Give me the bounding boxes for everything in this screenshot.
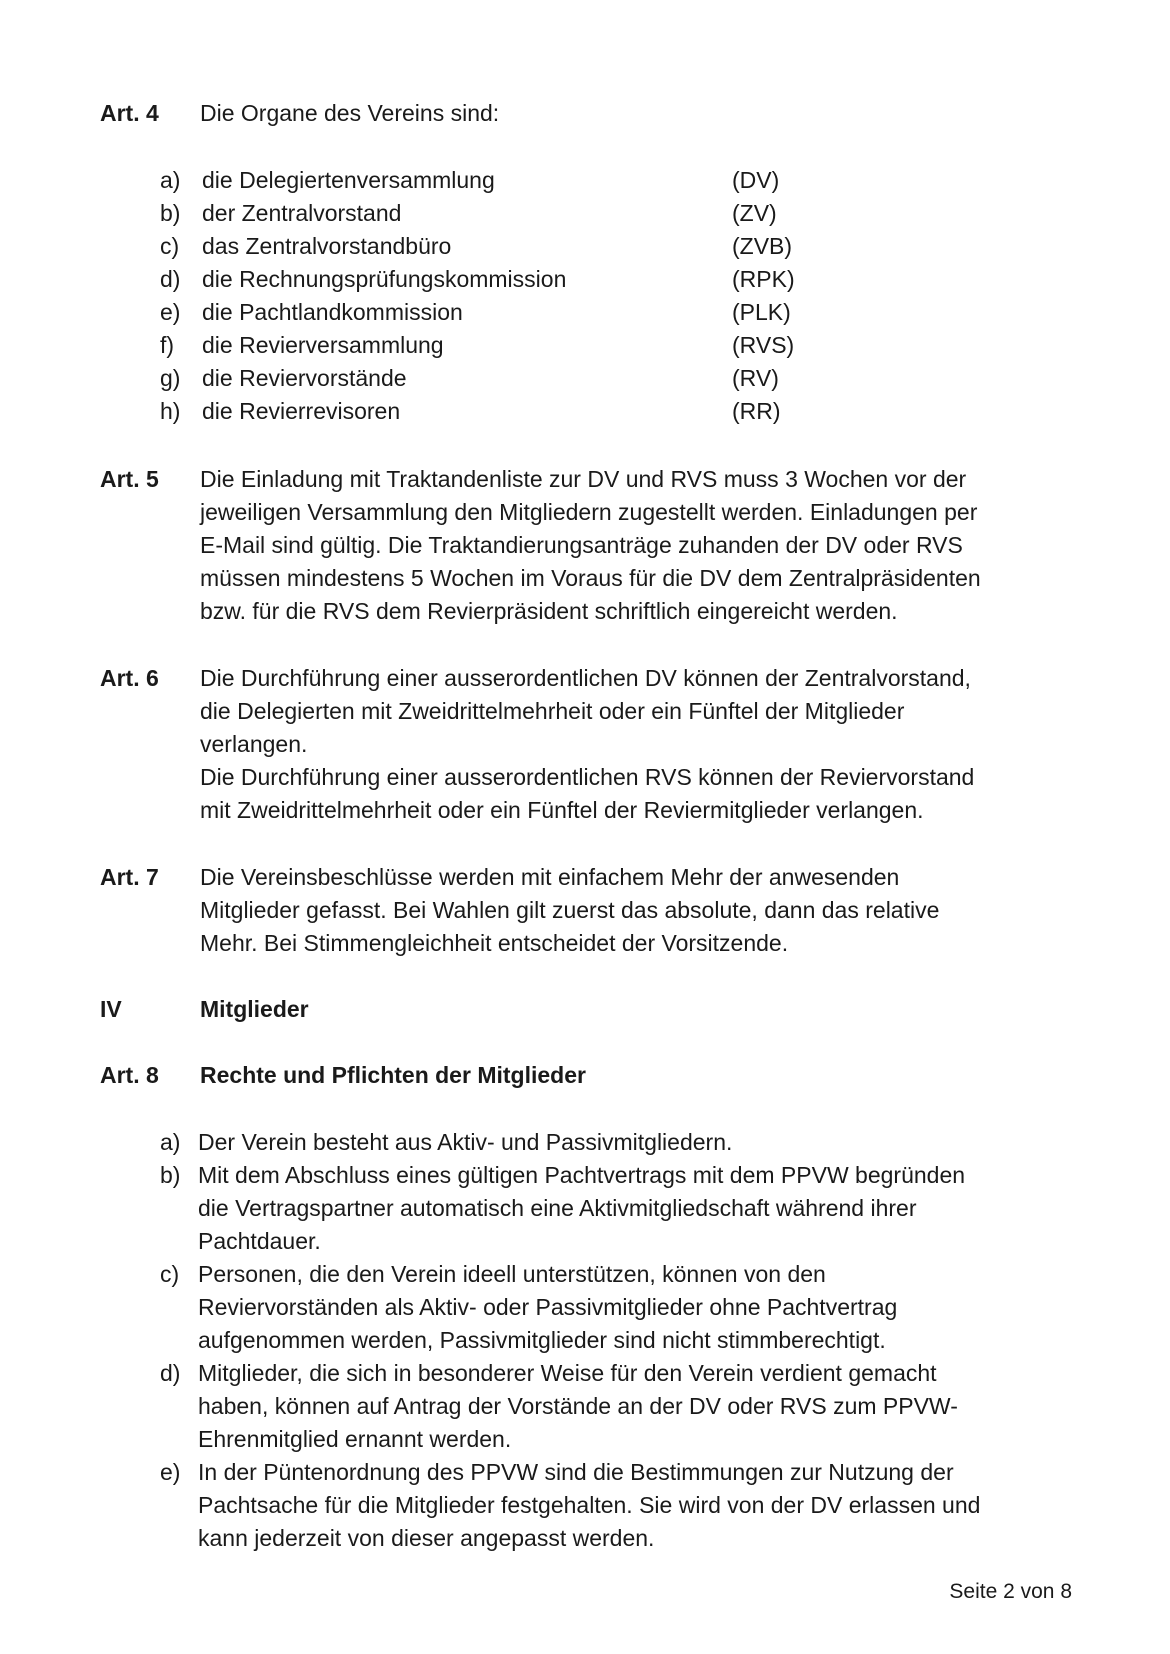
list-item-letter: d) [160,1360,181,1386]
list-item-letter: a) [160,1129,181,1155]
art8-title: Rechte und Pflichten der Mitglieder [200,1062,586,1088]
art5-line: E-Mail sind gültig. Die Traktandierungsanträge zuhanden der DV oder RVS [200,532,963,558]
art6-line: verlangen. [200,731,308,757]
organ-letter: g) [160,365,181,391]
art7-line: Die Vereinsbeschlüsse werden mit einfachem Mehr der anwesenden [200,864,900,890]
list-item-letter: e) [160,1459,181,1485]
section-number: IV [100,996,122,1022]
section-title: Mitglieder [200,996,309,1022]
list-item-line: Ehrenmitglied ernannt werden. [198,1426,512,1452]
organ-letter: b) [160,200,181,226]
list-item-line: Mitglieder, die sich in besonderer Weise für den Verein verdient gemacht [198,1360,937,1386]
art5-line: jeweiligen Versammlung den Mitgliedern zugestellt werden. Einladungen per [200,499,978,525]
art6-line: Die Durchführung einer ausserordentlichen RVS können der Reviervorstand [200,764,975,790]
art5-line: müssen mindestens 5 Wochen im Voraus für die DV dem Zentralpräsidenten [200,565,981,591]
organ-letter: d) [160,266,181,292]
organ-letter: e) [160,299,181,325]
list-item-line: Der Verein besteht aus Aktiv- und Passivmitgliedern. [198,1129,733,1155]
art8-label: Art. 8 [100,1062,159,1088]
art7-label: Art. 7 [100,864,159,890]
art4-label: Art. 4 [100,100,159,126]
list-item-line: Personen, die den Verein ideell unterstützen, können von den [198,1261,826,1287]
organ-letter: h) [160,398,181,424]
page-number: Seite 2 von 8 [949,1580,1072,1603]
organ-name: die Rechnungsprüfungskommission [202,266,567,292]
organ-name: das Zentralvorstandbüro [202,233,452,259]
art5-label: Art. 5 [100,466,159,492]
organ-abbr: (DV) [732,167,780,193]
art6-line: Die Durchführung einer ausserordentlichen DV können der Zentralvorstand, [200,665,971,691]
list-item-line: kann jederzeit von dieser angepasst werden. [198,1525,655,1551]
organ-name: der Zentralvorstand [202,200,402,226]
art5-line: bzw. für die RVS dem Revierpräsident schriftlich eingereicht werden. [200,598,898,624]
list-item-line: die Vertragspartner automatisch eine Aktivmitgliedschaft während ihrer [198,1195,917,1221]
organ-name: die Pachtlandkommission [202,299,463,325]
art7-line: Mehr. Bei Stimmengleichheit entscheidet der Vorsitzende. [200,930,789,956]
organ-letter: f) [160,332,175,358]
art6-label: Art. 6 [100,665,159,691]
list-item-line: haben, können auf Antrag der Vorstände an der DV oder RVS zum PPVW- [198,1393,958,1419]
list-item-line: Pachtdauer. [198,1228,321,1254]
organ-abbr: (RPK) [732,266,795,292]
organ-name: die Revierversammlung [202,332,444,358]
organ-letter: c) [160,233,180,259]
list-item-letter: c) [160,1261,180,1287]
list-item-letter: b) [160,1162,181,1188]
art6-line: die Delegierten mit Zweidrittelmehrheit oder ein Fünftel der Mitglieder [200,698,905,724]
organ-letter: a) [160,167,181,193]
list-item-line: Mit dem Abschluss eines gültigen Pachtvertrags mit dem PPVW begründen [198,1162,966,1188]
organ-abbr: (RR) [732,398,781,424]
list-item-line: aufgenommen werden, Passivmitglieder sind nicht stimmberechtigt. [198,1327,886,1353]
organ-name: die Revierrevisoren [202,398,401,424]
art7-line: Mitglieder gefasst. Bei Wahlen gilt zuerst das absolute, dann das relative [200,897,940,923]
organ-name: die Reviervorstände [202,365,407,391]
organ-abbr: (ZV) [732,200,777,226]
organ-abbr: (RV) [732,365,779,391]
organ-abbr: (ZVB) [732,233,793,259]
list-item-line: Pachtsache für die Mitglieder festgehalten. Sie wird von der DV erlassen und [198,1492,981,1518]
organ-name: die Delegiertenversammlung [202,167,495,193]
art4-intro: Die Organe des Vereins sind: [200,100,500,126]
art5-line: Die Einladung mit Traktandenliste zur DV und RVS muss 3 Wochen vor der [200,466,967,492]
organ-abbr: (RVS) [732,332,795,358]
art6-line: mit Zweidrittelmehrheit oder ein Fünftel der Reviermitglieder verlangen. [200,797,924,823]
list-item-line: In der Püntenordnung des PPVW sind die Bestimmungen zur Nutzung der [198,1459,954,1485]
list-item-line: Reviervorständen als Aktiv- oder Passivmitglieder ohne Pachtvertrag [198,1294,898,1320]
organ-abbr: (PLK) [732,299,791,325]
